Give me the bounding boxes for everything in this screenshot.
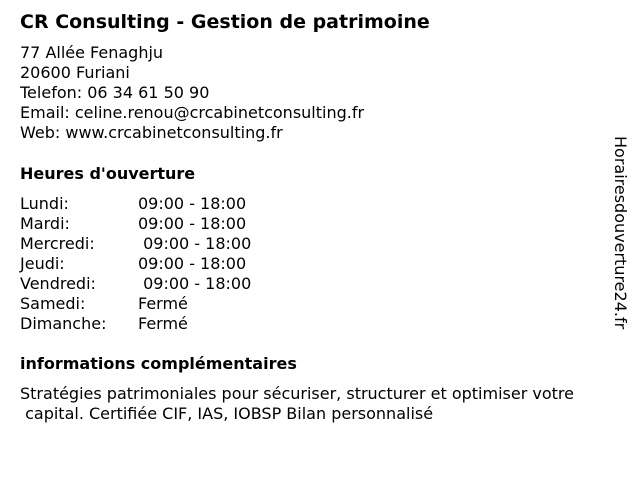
hours-day: Mardi: [20,214,70,233]
info-heading: informations complémentaires [20,354,297,373]
contact-block [20,43,364,143]
hours-time: 09:00 - 18:00 [138,254,247,273]
hours-row [20,254,251,274]
hours-time: 09:00 - 18:00 [138,194,247,213]
brand-watermark: Horairesdouverture24.fr [611,136,630,330]
hours-day: Samedi: [20,294,86,313]
web-line[interactable]: Web: www.crcabinetconsulting.fr [20,123,283,142]
hours-row [20,274,251,294]
phone-line[interactable]: Telefon: 06 34 61 50 90 [20,83,210,102]
hours-heading: Heures d'ouverture [20,164,196,183]
hours-time: 09:00 - 18:00 [138,214,247,233]
business-title: CR Consulting - Gestion de patrimoine [20,11,430,33]
email-line[interactable]: Email: celine.renou@crcabinetconsulting.fr [20,103,365,122]
hours-row [20,234,251,254]
hours-row [20,314,251,334]
hours-day: Jeudi: [20,254,65,273]
hours-day: Mercredi: [20,234,95,253]
hours-day: Lundi: [20,194,69,213]
hours-time: 09:00 - 18:00 [138,234,252,253]
info-description [20,384,620,424]
hours-row [20,294,251,314]
hours-row [20,214,251,234]
hours-time: 09:00 - 18:00 [138,274,252,293]
address-city: 20600 Furiani [20,63,130,82]
info-line: Stratégies patrimoniales pour sécuriser, structurer et optimiser votre [20,384,574,403]
hours-time: Fermé [138,294,188,313]
hours-day: Dimanche: [20,314,107,333]
hours-day: Vendredi: [20,274,96,293]
address-street: 77 Allée Fenaghju [20,43,164,62]
hours-row [20,194,251,214]
hours-time: Fermé [138,314,188,333]
hours-table [20,194,251,334]
info-line: capital. Certifiée CIF, IAS, IOBSP Bilan personnalisé [20,404,434,423]
